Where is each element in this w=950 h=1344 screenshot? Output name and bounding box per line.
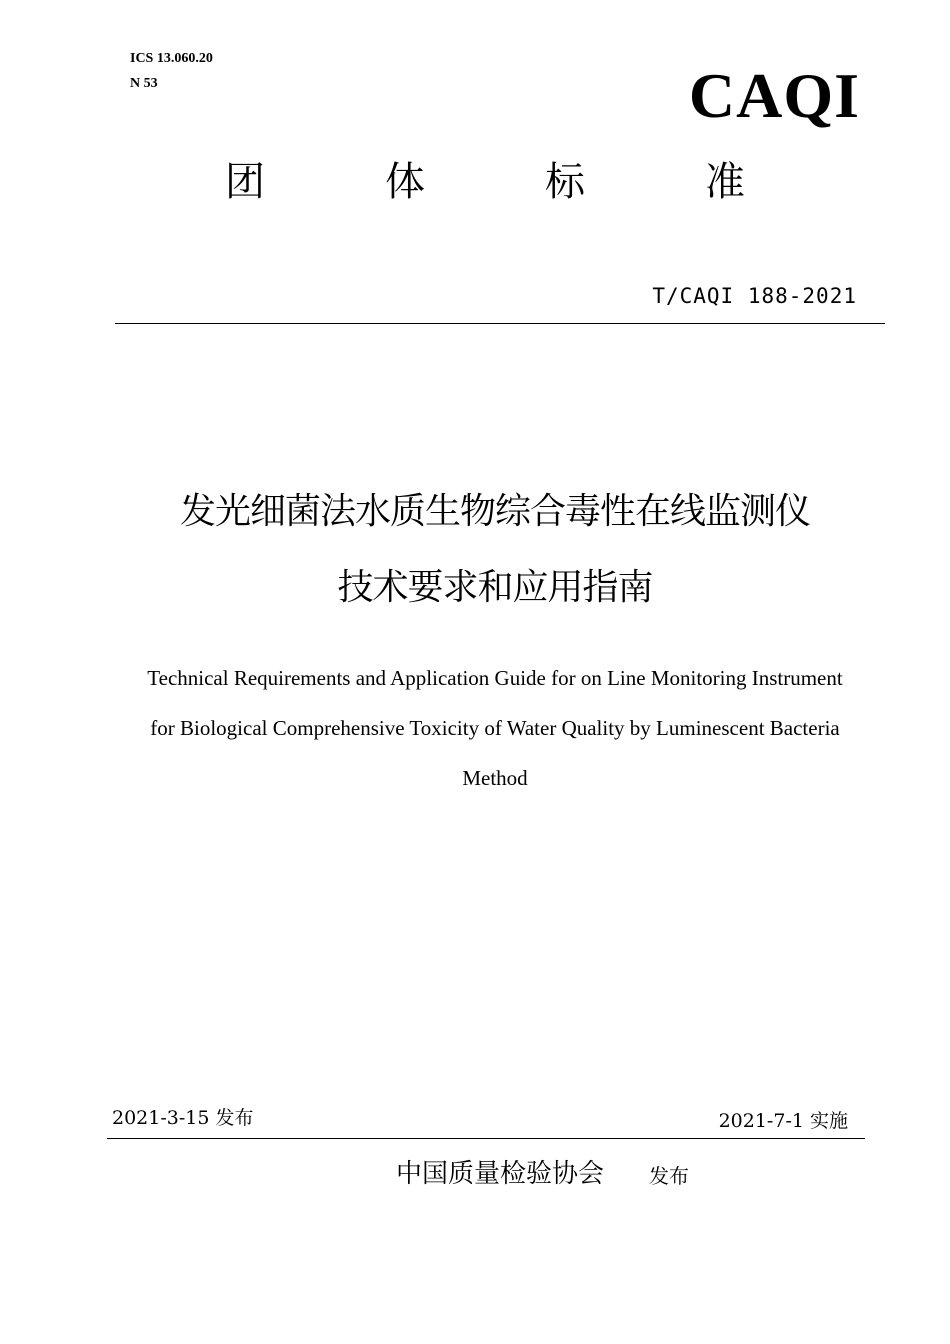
standard-type-char: 准 bbox=[705, 159, 745, 205]
ics-code: ICS 13.060.20 bbox=[130, 51, 213, 66]
chinese-title bbox=[100, 474, 890, 626]
standard-type-char: 团 bbox=[225, 159, 265, 205]
chinese-title-line-2: 技术要求和应用指南 bbox=[337, 567, 653, 608]
english-title-line-1: Technical Requirements and Application Guide for on Line Monitoring Instrument bbox=[147, 666, 843, 690]
publisher-suffix: 发布 bbox=[649, 1164, 689, 1188]
standard-type-char: 体 bbox=[385, 159, 425, 205]
footer-divider bbox=[107, 1138, 865, 1139]
english-title-line-2: for Biological Comprehensive Toxicity of Water Quality by Luminescent Bacteria bbox=[150, 716, 840, 740]
implement-date: 2021-7-1 实施 bbox=[718, 1110, 848, 1132]
header-divider bbox=[115, 323, 885, 324]
caqi-logo: CAQI bbox=[688, 60, 860, 131]
chinese-title-line-1: 发光细菌法水质生物综合毒性在线监测仪 bbox=[179, 491, 810, 532]
ccs-code: N 53 bbox=[130, 76, 158, 91]
english-title bbox=[110, 653, 880, 803]
publisher-name: 中国质量检验协会 bbox=[396, 1159, 605, 1189]
publish-date: 2021-3-15 发布 bbox=[112, 1107, 254, 1129]
standard-type-heading bbox=[225, 152, 745, 212]
standard-code: T/CAQI 188-2021 bbox=[652, 284, 857, 308]
english-title-line-3: Method bbox=[462, 766, 528, 790]
standard-type-char: 标 bbox=[545, 159, 585, 205]
